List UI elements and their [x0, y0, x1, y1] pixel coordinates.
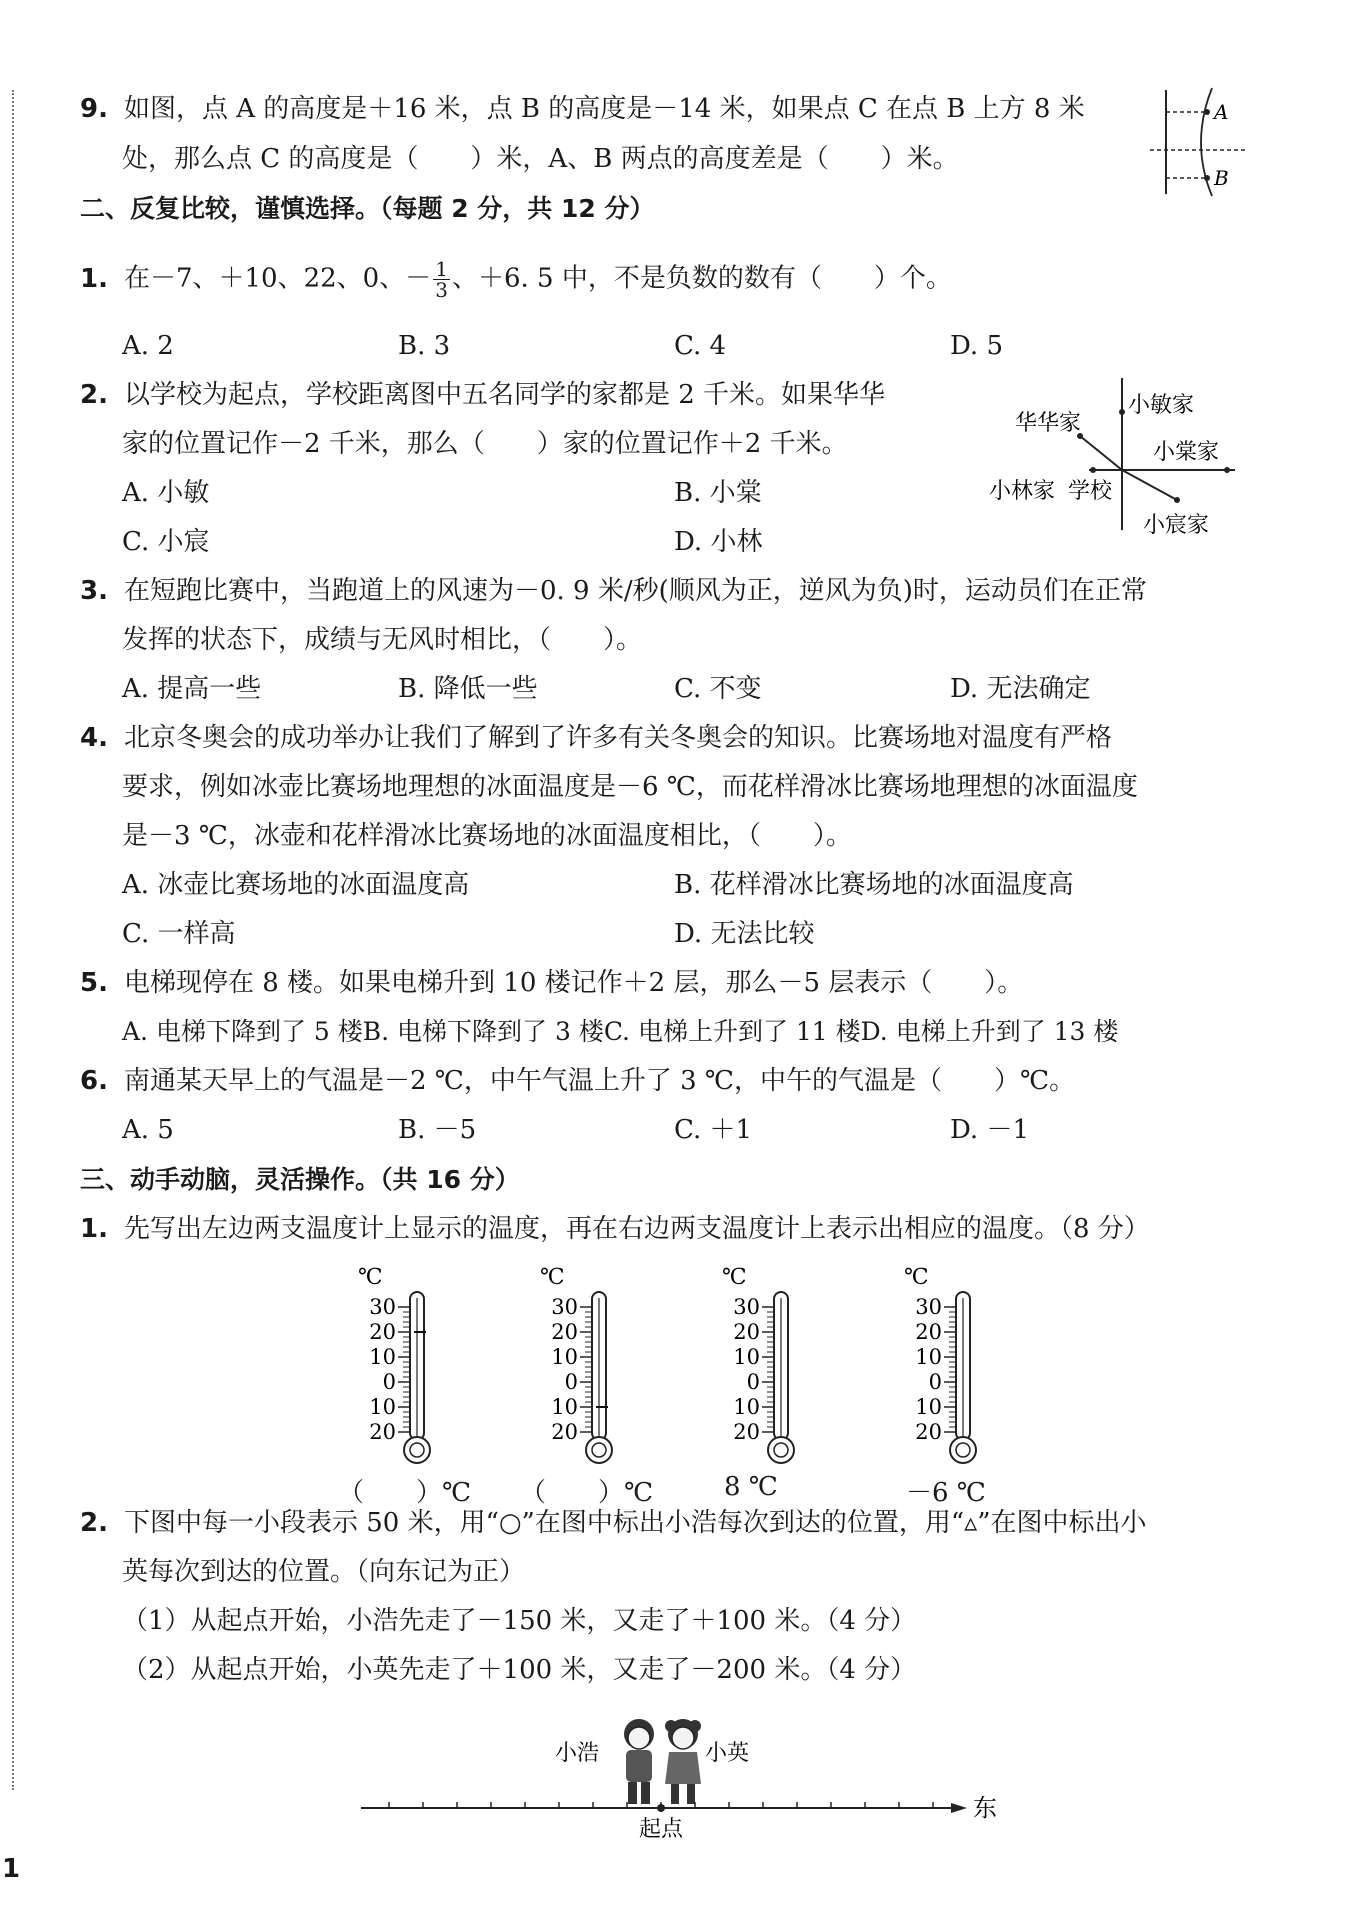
thermometer-4[interactable]: [896, 1262, 996, 1472]
q9-number: 9.: [80, 94, 108, 124]
scale-label: 30: [733, 1295, 760, 1319]
scale-label: 20: [369, 1420, 396, 1444]
s2-q4-number: 4.: [80, 723, 108, 753]
scale-label: 10: [915, 1345, 942, 1369]
s3-q1-text1: 先写出左边两支温度计上显示的温度，再在右边两支温度计上表示出相应的温度。（8 分）: [123, 1214, 1150, 1244]
xiaohao-label: 小浩: [555, 1741, 600, 1766]
s2-q6-option-c[interactable]: C. ＋1: [674, 1115, 753, 1145]
scale-label: 20: [551, 1420, 578, 1444]
s2-q3-line2: 发挥的状态下，成绩与无风时相比，（ ）。: [122, 625, 643, 655]
scale-label: 10: [551, 1345, 578, 1369]
s2-q5-options[interactable]: A. 电梯下降到了 5 楼B. 电梯下降到了 3 楼C. 电梯上升到了 11 楼D. 电梯上升到了 13 楼: [122, 1017, 1119, 1046]
scale-label: 10: [551, 1395, 578, 1419]
fraction-numerator: 1: [435, 257, 448, 281]
s2-q4-option-a[interactable]: A. 冰壶比赛场地的冰面温度高: [122, 870, 470, 900]
s2-q6-option-d[interactable]: D. －1: [950, 1115, 1029, 1145]
s2-q4-line1: [80, 721, 1112, 755]
s2-q2-text1: 以学校为起点，学校距离图中五名同学的家都是 2 千米。如果华华: [123, 380, 886, 410]
s2-q1-number: 1.: [80, 263, 108, 294]
s3-q2-line1: [80, 1506, 1147, 1540]
thermometer-bulb-inner: [774, 1443, 788, 1457]
s2-q3-option-c[interactable]: C. 不变: [674, 674, 762, 704]
fraction-denominator: 3: [435, 278, 448, 302]
celsius-unit-label: ℃: [540, 1265, 565, 1290]
s2-q6-line1: [80, 1064, 1075, 1098]
scale-label: 30: [551, 1295, 578, 1319]
s3-q2-sub2: （2）从起点开始，小英先走了＋100 米，又走了－200 米。（4 分）: [122, 1655, 917, 1685]
s2-q2-line1: [80, 378, 885, 412]
thermometer-bulb-inner: [956, 1443, 970, 1457]
s2-q1-option-b[interactable]: B. 3: [398, 331, 451, 361]
s2-q2-number: 2.: [80, 380, 108, 410]
celsius-unit-label: ℃: [358, 1265, 383, 1290]
fraction-one-third: [433, 259, 450, 300]
s2-q6-option-b[interactable]: B. －5: [398, 1115, 477, 1145]
map-label-xiaochen: 小宸家: [1143, 513, 1210, 538]
map-label-school: 学校: [1068, 479, 1113, 504]
s2-q4-option-d[interactable]: D. 无法比较: [674, 919, 815, 949]
s2-q3-text1: 在短跑比赛中，当跑道上的风速为－0. 9 米/秒(顺风为正，逆风为负)时，运动员们在正常: [123, 576, 1147, 606]
map-label-huahua: 华华家: [1015, 411, 1082, 436]
margin-dotted-line: [12, 90, 14, 1790]
scale-label: 30: [915, 1295, 942, 1319]
s3-q1-number: 1.: [80, 1214, 108, 1244]
s2-q3-number: 3.: [80, 576, 108, 606]
east-arrow-icon: [951, 1803, 967, 1813]
scale-label: 0: [564, 1370, 578, 1394]
point-b-label: B: [1214, 166, 1229, 190]
s2-q2-option-b[interactable]: B. 小棠: [674, 478, 762, 508]
s2-q1-option-c[interactable]: C. 4: [674, 331, 727, 361]
s2-q5-line1: [80, 966, 1023, 1000]
east-label: 东: [973, 1794, 997, 1822]
point-b: [1204, 175, 1210, 181]
s2-q1-line: [80, 259, 952, 300]
s2-q1-option-d[interactable]: D. 5: [950, 331, 1003, 361]
thermometer-1-label[interactable]: （ ）℃: [338, 1478, 472, 1508]
scale-label: 10: [733, 1395, 760, 1419]
map-label-xiaomin: 小敏家: [1128, 393, 1195, 418]
s2-q4-text1: 北京冬奥会的成功举办让我们了解到了许多有关冬奥会的知识。比赛场地对温度有严格: [123, 723, 1112, 753]
celsius-unit-label: ℃: [722, 1265, 747, 1290]
number-line-figure[interactable]: [355, 1712, 1075, 1842]
thermometer-4-label: －6 ℃: [906, 1478, 986, 1508]
s2-q1-option-a[interactable]: A. 2: [122, 331, 174, 361]
s2-q5-text1: 电梯现停在 8 楼。如果电梯升到 10 楼记作＋2 层，那么－5 层表示（ ）。: [123, 968, 1024, 998]
scale-label: 10: [369, 1345, 396, 1369]
scale-label: 30: [369, 1295, 396, 1319]
s2-q4-line3: 是－3 ℃，冰壶和花样滑冰比赛场地的冰面温度相比，（ ）。: [122, 821, 852, 851]
scale-label: 20: [733, 1320, 760, 1344]
s2-q3-option-d[interactable]: D. 无法确定: [950, 674, 1091, 704]
scale-label: 20: [915, 1420, 942, 1444]
s3-q2-line2: 英每次到达的位置。（向东记为正）: [122, 1557, 526, 1587]
s2-q1-text-before: 在－7、＋10、22、0、－: [123, 263, 432, 294]
section-2-title: 二、反复比较，谨慎选择。（每题 2 分，共 12 分）: [80, 194, 655, 223]
scale-label: 10: [915, 1395, 942, 1419]
s3-q2-sub1: （1）从起点开始，小浩先走了－150 米，又走了＋100 米。（4 分）: [122, 1606, 917, 1636]
scale-label: 20: [551, 1320, 578, 1344]
s2-q4-line2: 要求，例如冰壶比赛场地理想的冰面温度是－6 ℃，而花样滑冰比赛场地理想的冰面温度: [122, 772, 1138, 802]
thermometer-1: [350, 1262, 450, 1472]
s2-q3-option-b[interactable]: B. 降低一些: [398, 674, 538, 704]
scale-label: 10: [369, 1395, 396, 1419]
scale-label: 20: [369, 1320, 396, 1344]
s2-q2-option-c[interactable]: C. 小宸: [122, 527, 210, 557]
scale-label: 0: [746, 1370, 760, 1394]
map-label-xiaotang: 小棠家: [1153, 440, 1220, 465]
point-a-label: A: [1214, 100, 1229, 124]
scale-label: 10: [733, 1345, 760, 1369]
s2-q2-option-d[interactable]: D. 小林: [674, 527, 763, 557]
scale-label: 20: [733, 1420, 760, 1444]
celsius-unit-label: ℃: [904, 1265, 929, 1290]
origin-point: [657, 1804, 665, 1812]
q9-line2: 处，那么点 C 的高度是（ ）米，A、B 两点的高度差是（ ）米。: [122, 144, 959, 174]
q9-height-diagram: [1150, 88, 1260, 198]
s2-q3-option-a[interactable]: A. 提高一些: [122, 674, 262, 704]
school-map-diagram: [985, 372, 1235, 542]
thermometer-2-label[interactable]: （ ）℃: [520, 1478, 654, 1508]
thermometer-2: [532, 1262, 632, 1472]
s2-q3-line1: [80, 574, 1147, 608]
xiaohao-figure: [624, 1719, 654, 1804]
q9-line1: [80, 92, 1085, 126]
s2-q6-option-a[interactable]: A. 5: [122, 1115, 174, 1145]
s2-q6-text1: 南通某天早上的气温是－2 ℃，中午气温上升了 3 ℃，中午的气温是（ ）℃。: [123, 1066, 1076, 1096]
page-number: 1: [2, 1854, 21, 1884]
s2-q2-line2: 家的位置记作－2 千米，那么（ ）家的位置记作＋2 千米。: [122, 429, 848, 459]
thermometer-bulb-inner: [592, 1443, 606, 1457]
s2-q6-number: 6.: [80, 1066, 108, 1096]
thermometer-3[interactable]: [714, 1262, 814, 1472]
s2-q5-number: 5.: [80, 968, 108, 998]
scale-label: 0: [382, 1370, 396, 1394]
thermometer-bulb-inner: [410, 1443, 424, 1457]
s2-q1-text-after: 、＋6. 5 中，不是负数的数有（ ）个。: [451, 263, 952, 294]
xiaoying-label: 小英: [705, 1741, 750, 1766]
s2-q2-option-a[interactable]: A. 小敏: [122, 478, 210, 508]
point-a: [1204, 109, 1210, 115]
s3-q2-number: 2.: [80, 1508, 108, 1538]
s2-q4-option-c[interactable]: C. 一样高: [122, 919, 236, 949]
scale-label: 20: [915, 1320, 942, 1344]
xiaoying-figure: [665, 1719, 701, 1804]
s3-q1-line1: [80, 1212, 1150, 1246]
s3-q2-text1: 下图中每一小段表示 50 米，用“○”在图中标出小浩每次到达的位置，用“▵”在图中标出小: [123, 1508, 1147, 1538]
thermometer-3-label: 8 ℃: [724, 1472, 778, 1502]
section-3-title: 三、动手动脑，灵活操作。（共 16 分）: [80, 1165, 520, 1194]
map-label-xiaolin: 小林家: [989, 479, 1056, 504]
s2-q4-option-b[interactable]: B. 花样滑冰比赛场地的冰面温度高: [674, 870, 1074, 900]
scale-label: 0: [928, 1370, 942, 1394]
origin-label: 起点: [639, 1817, 684, 1842]
q9-text1: 如图，点 A 的高度是＋16 米，点 B 的高度是－14 米，如果点 C 在点 B 上方 8 米: [123, 94, 1085, 124]
